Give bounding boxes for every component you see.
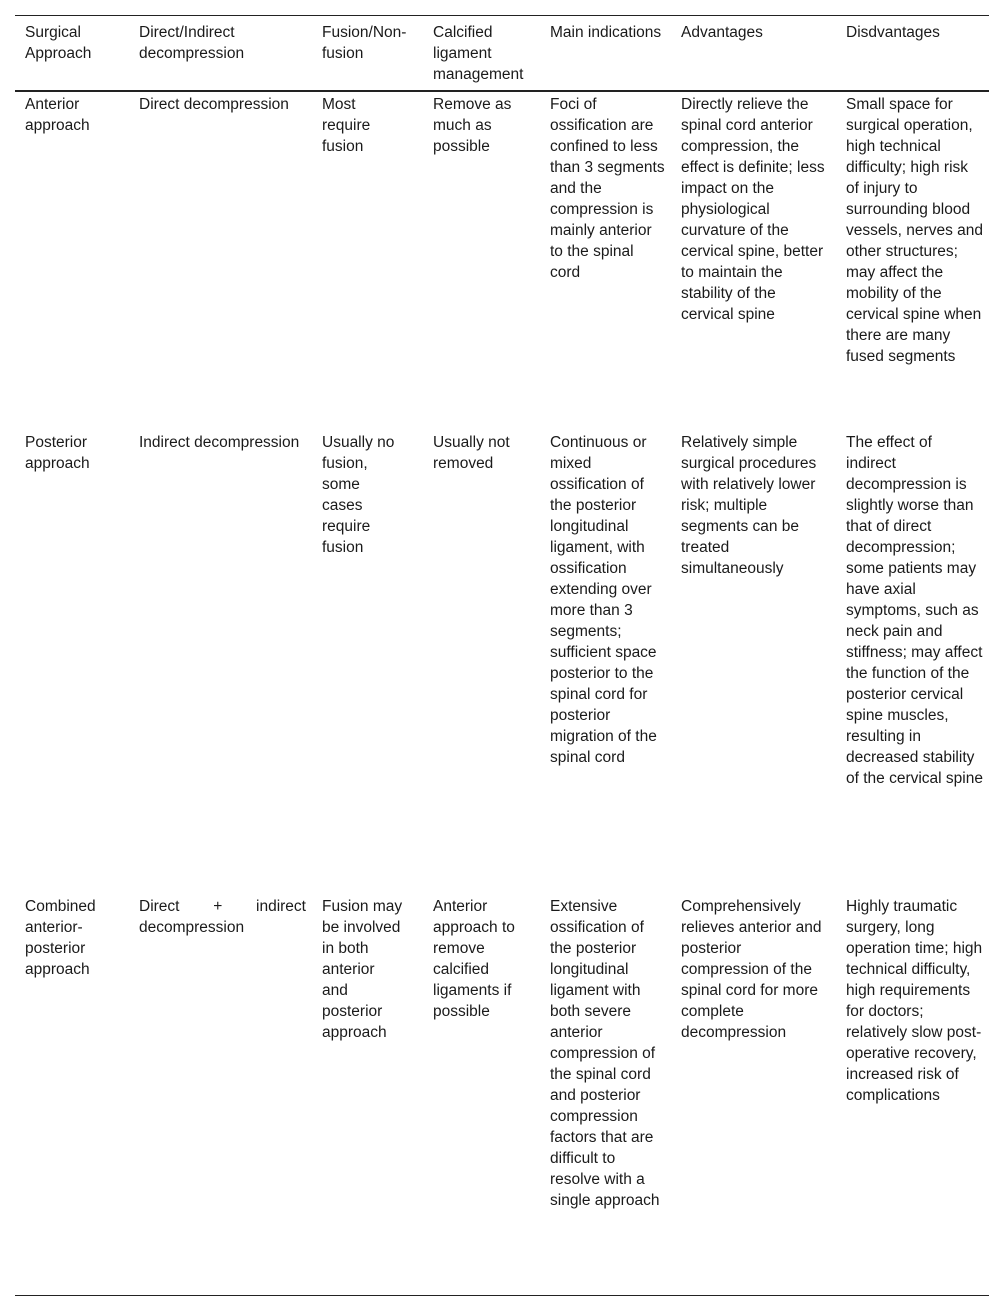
table-body [15,91,989,1296]
table-header [15,16,989,92]
combo-word-direct: Direct [139,898,180,915]
header-disadvantages: Disdvantages [846,24,940,41]
cell-indications: Extensive ossification of the posterior longitudinal ligament with both severe anterior compression of the spinal cord and posterior compression factors that are difficult to resolve with a single approach [550,898,660,1209]
cell-ligament: Anterior approach to remove calcified ligaments if possible [433,898,515,1020]
cell-advantages: Comprehensively relieves anterior and posterior compression of the spinal cord for more complete decompression [681,898,822,1041]
header-advantages: Advantages [681,24,763,41]
cell-decompression: Direct decompression [139,96,289,113]
cell-approach: Combined anterior-posterior approach [25,898,96,978]
cell-ligament: Remove as much as possible [433,96,512,155]
cell-decompression [129,894,312,1296]
cell-advantages: Relatively simple surgical procedures with relatively lower risk; multiple segments can be treated simultaneously [681,434,817,577]
cell-ligament: Usually not removed [433,434,510,472]
cell-advantages: Directly relieve the spinal cord anterior compression, the effect is definite; less impact on the physiological curvature of the cervical spine, better to maintain the stability of the cervical spine [681,96,825,323]
cell-approach: Posterior approach [25,434,90,472]
combo-word-plus: + [213,898,223,915]
surgical-approach-table-container [15,15,989,1296]
decompression-combo-line [139,896,306,917]
header-main-indications: Main indications [550,24,662,41]
cell-disadvantages: Highly traumatic surgery, long operation time; high technical difficulty, high requirements for doctors; relatively slow post-operative recovery, increased risk of complications [846,898,983,1104]
cell-disadvantages: Small space for surgical operation, high technical difficulty; high risk of injury to surrounding blood vessels, nerves and other structures; may affect the mobility of the cervical spine when there are many fused segments [846,96,983,365]
cell-indications: Foci of ossification are confined to less than 3 segments and the compression is mainly anterior to the spinal cord [550,96,665,281]
surgical-approach-table [15,15,989,1296]
header-surgical-approach: Surgical Approach [25,24,92,62]
cell-disadvantages: The effect of indirect decompression is slightly worse than that of direct decompression; some patients may have axial symptoms, such as neck pain and stiffness; may affect the function of the posterior cervical spine muscles, resulting in decreased stability of the cervical spine [846,434,983,787]
cell-decompression: Indirect decompression [139,434,300,451]
cell-fusion: Fusion may be involved in both anterior and posterior approach [322,898,403,1041]
combo-word-indirect: indirect [256,898,306,915]
header-decompression: Direct/Indirect decompression [139,24,245,62]
cell-fusion: Usually no fusion, some cases require fusion [322,434,395,556]
table-row [15,430,989,894]
table-row [15,91,989,430]
header-ligament-management: Calcified ligament management [433,24,524,83]
cell-fusion: Most require fusion [322,96,371,155]
table-row [15,894,989,1296]
cell-indications: Continuous or mixed ossification of the posterior longitudinal ligament, with ossification extending over more than 3 segments; sufficient space posterior to the spinal cord for posterior migration of the spinal cord [550,434,657,766]
header-row [15,16,989,92]
cell-approach: Anterior approach [25,96,90,134]
header-fusion: Fusion/Non-fusion [322,24,407,62]
decompression-combo-line2: decompression [139,919,245,936]
